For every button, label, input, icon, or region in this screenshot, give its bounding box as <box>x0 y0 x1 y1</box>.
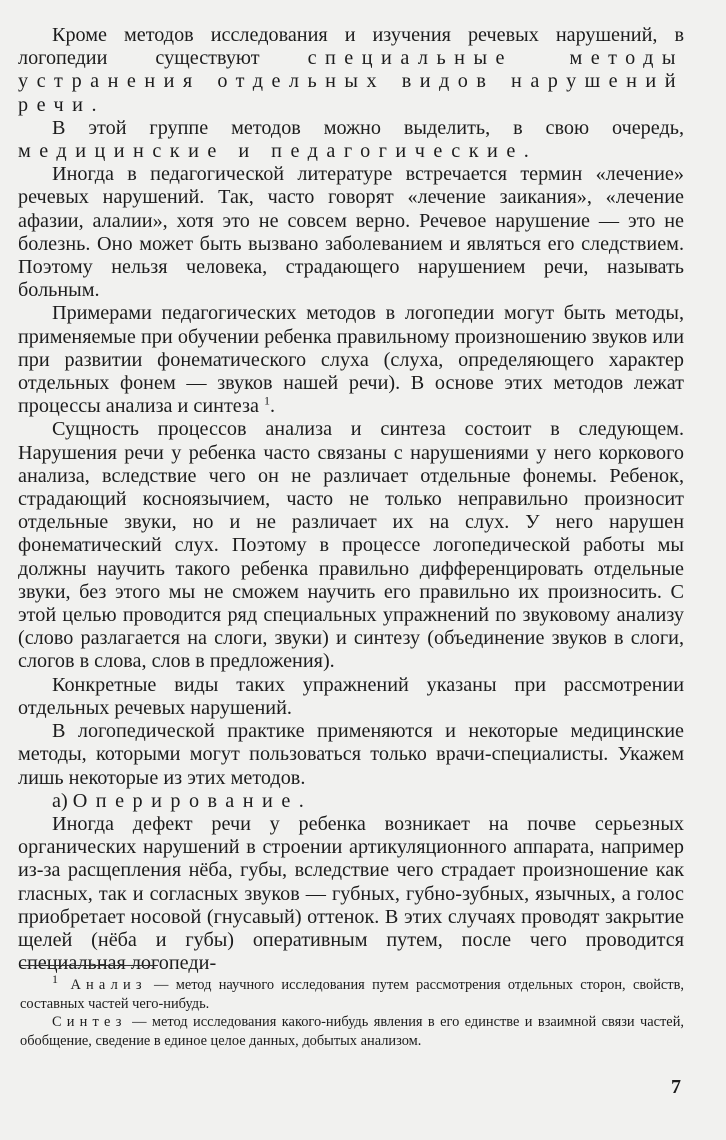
text-span: Примерами педагогических методов в логопедии могут быть методы, применяемые при обучении ребенка правильному произношению звуков или при развитии фонематического слуха (слуха, определяющего характер отдельных фонем — звуков нашей речи). В основе этих методов лежат процессы анализа и синтеза <box>18 302 684 418</box>
spaced-text: специальные методы устранения отдельных видов нарушений речи. <box>18 47 684 116</box>
text-span: а) <box>52 789 73 812</box>
footnote-divider <box>20 965 158 966</box>
paragraph <box>18 790 684 813</box>
paragraph <box>18 720 684 790</box>
text-span: В этой группе методов можно выделить, в свою очередь, <box>52 116 684 139</box>
spaced-text: медицинские и педагогические. <box>18 140 538 163</box>
footnotes <box>20 972 684 1050</box>
text-span: Иногда в педагогической литературе встречается термин «лечение» речевых нарушений. Так, часто говорят «лечение заикания», «лечение афазии, алалии», хотя это не совсем верно. Речевое нарушение — это не болезнь. Оно может быть вызвано заболеванием и являться его следствием. Поэтому нельзя человека, страдающего нарушением речи, называть больным. <box>18 163 684 302</box>
text-span: В логопедической практике применяются и некоторые медицинские методы, которыми могут пользоваться только врачи-специалисты. Укажем лишь некоторые из этих методов. <box>18 720 684 789</box>
paragraph <box>18 674 684 720</box>
spaced-text: Анализ <box>58 977 147 993</box>
spaced-text: Оперирование. <box>72 789 313 812</box>
paragraph <box>18 24 684 117</box>
paragraph <box>18 418 684 673</box>
footnote-marker: 1 <box>52 972 58 987</box>
text-span: Конкретные виды таких упражнений указаны при рассмотрении отдельных речевых нарушений. <box>18 673 684 719</box>
text-span: — метод исследования какого-нибудь явления в его единстве и взаимной связи частей, обобщение, сведение в единое целое данных, добытых анализом. <box>20 1014 684 1049</box>
footnote-ref: 1 <box>263 393 270 408</box>
paragraph <box>18 813 684 975</box>
text-span: Кроме методов исследования и изучения речевых нарушений, в логопедии существуют <box>18 24 684 70</box>
main-text <box>18 24 684 975</box>
footnote <box>20 1013 684 1050</box>
text-span: Иногда дефект речи у ребенка возникает на почве серьезных органических нарушений в строении артикуляционного аппарата, например из-за расщепления нёба, губы, вследствие чего страдает произношение как гласных, так и согласных звуков — губных, губно-зубных, язычных, а голос приобретает носовой (гнусавый) оттенок. В этих случаях проводят закрытие щелей (нёба и губы) оперативным путем, после чего проводится специальная логопеди- <box>18 812 684 975</box>
paragraph <box>18 117 684 163</box>
text-span: — метод научного исследования путем рассмотрения отдельных сторон, свойств, составных частей чего-нибудь. <box>20 977 684 1012</box>
book-page <box>18 24 684 975</box>
spaced-text: Синтез <box>52 1014 127 1031</box>
paragraph <box>18 163 684 302</box>
text-span: Сущность процессов анализа и синтеза состоит в следующем. Нарушения речи у ребенка часто связаны с нарушениями у него коркового анализа, вследствие чего он не различает отдельные фонемы. Ребенок, страдающий косноязычием, часто не только неправильно произносит отдельные звуки, но и не различает их на слух. У него нарушен фонематический слух. Поэтому в процессе логопедической работы мы должны научить такого ребенка правильно дифференцировать отдельные звуки, без этого мы не сможем научить его правильно их произносить. С этой целью проводится ряд специальных упражнений по звуковому анализу (слово разлагается на слоги, звуки) и синтезу (объединение звуков в слоги, слогов в слова, слов в предложения). <box>18 418 684 673</box>
footnote <box>20 972 684 1013</box>
paragraph <box>18 302 684 418</box>
text-span: . <box>269 395 276 418</box>
page-number: 7 <box>671 1076 681 1098</box>
